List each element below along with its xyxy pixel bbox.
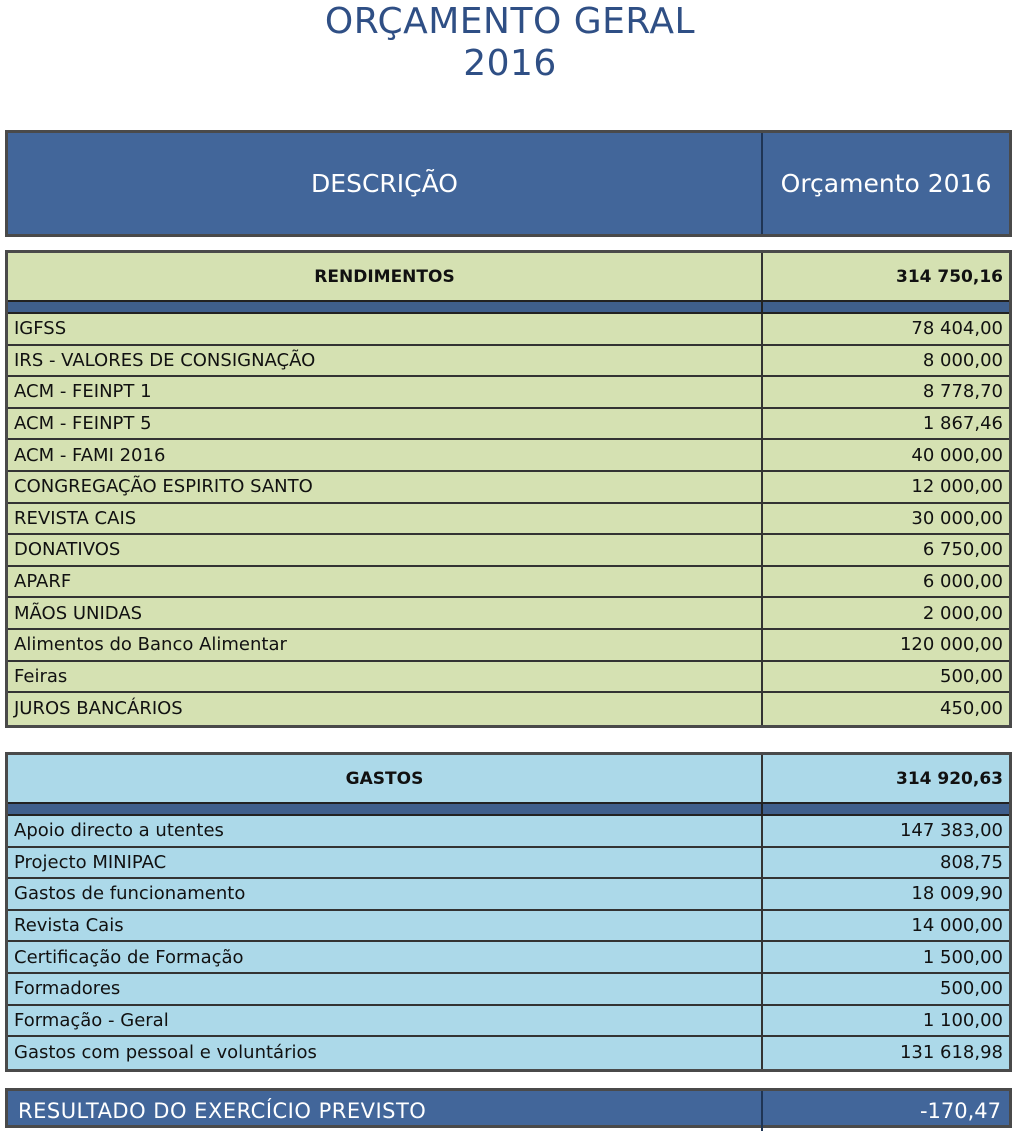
table-row [8,377,1009,409]
row-value: 147 383,00 [899,820,1003,842]
row-description: Formação - Geral [8,1006,763,1036]
row-description: Formadores [8,974,763,1004]
row-value: 808,75 [940,851,1003,873]
row-value: 450,00 [940,698,1003,720]
row-description: JUROS BANCÁRIOS [8,693,763,725]
result-value: -170,47 [919,1099,1001,1123]
row-value: 12 000,00 [911,476,1003,498]
row-description: MÃOS UNIDAS [8,598,763,628]
row-description: Certificação de Formação [8,942,763,972]
table-row [8,630,1009,662]
table-row [8,942,1009,974]
table-row [8,1006,1009,1038]
table-row [8,816,1009,848]
income-band [8,300,1009,314]
table-row [8,567,1009,599]
row-description: Gastos de funcionamento [8,879,763,909]
income-total: 314 750,16 [895,266,1003,287]
row-description: Revista Cais [8,911,763,941]
row-value: 500,00 [940,665,1003,687]
row-value: 6 750,00 [922,539,1003,561]
table-row [8,504,1009,536]
table-row [8,314,1009,346]
row-description: Alimentos do Banco Alimentar [8,630,763,660]
result-row [5,1088,1012,1128]
row-description: Apoio directo a utentes [8,816,763,846]
row-value: 131 618,98 [899,1042,1003,1064]
table-row [8,911,1009,943]
income-header-row [8,253,1009,300]
result-label: RESULTADO DO EXERCÍCIO PREVISTO [8,1091,763,1131]
table-header [5,130,1012,237]
income-label: RENDIMENTOS [8,253,763,300]
row-value: 1 500,00 [922,946,1003,968]
row-description: Feiras [8,662,763,692]
page-year: 2016 [463,43,557,84]
row-description: APARF [8,567,763,597]
table-row [8,409,1009,441]
row-description: ACM - FEINPT 1 [8,377,763,407]
header-description: DESCRIÇÃO [8,133,763,234]
row-value: 30 000,00 [911,507,1003,529]
row-value: 1 867,46 [922,413,1003,435]
expenses-total: 314 920,63 [895,768,1003,789]
expenses-section [5,752,1012,1072]
row-value: 6 000,00 [922,571,1003,593]
page-title: ORÇAMENTO GERAL [324,1,696,42]
expenses-label: GASTOS [8,755,763,802]
row-value: 1 100,00 [922,1009,1003,1031]
row-value: 8 000,00 [922,349,1003,371]
header-budget: Orçamento 2016 [780,169,992,198]
row-value: 40 000,00 [911,444,1003,466]
row-description: IRS - VALORES DE CONSIGNAÇÃO [8,346,763,376]
table-row [8,879,1009,911]
row-description: IGFSS [8,314,763,344]
table-row [8,974,1009,1006]
row-value: 14 000,00 [911,915,1003,937]
table-row [8,598,1009,630]
table-row [8,1037,1009,1069]
row-value: 8 778,70 [922,381,1003,403]
row-description: CONGREGAÇÃO ESPIRITO SANTO [8,472,763,502]
row-value: 500,00 [940,978,1003,1000]
row-description: DONATIVOS [8,535,763,565]
row-description: ACM - FAMI 2016 [8,440,763,470]
income-section [5,250,1012,728]
expense-items [8,816,1009,1069]
table-row [8,662,1009,694]
row-description: Gastos com pessoal e voluntários [8,1037,763,1069]
row-value: 18 009,90 [911,883,1003,905]
row-value: 120 000,00 [899,634,1003,656]
table-row [8,848,1009,880]
row-description: ACM - FEINPT 5 [8,409,763,439]
table-row [8,535,1009,567]
table-row [8,693,1009,725]
table-row [8,472,1009,504]
expenses-band [8,802,1009,816]
row-value: 2 000,00 [922,602,1003,624]
row-value: 78 404,00 [911,318,1003,340]
table-row [8,440,1009,472]
income-items [8,314,1009,725]
table-row [8,346,1009,378]
expenses-header-row [8,755,1009,802]
row-description: Projecto MINIPAC [8,848,763,878]
row-description: REVISTA CAIS [8,504,763,534]
